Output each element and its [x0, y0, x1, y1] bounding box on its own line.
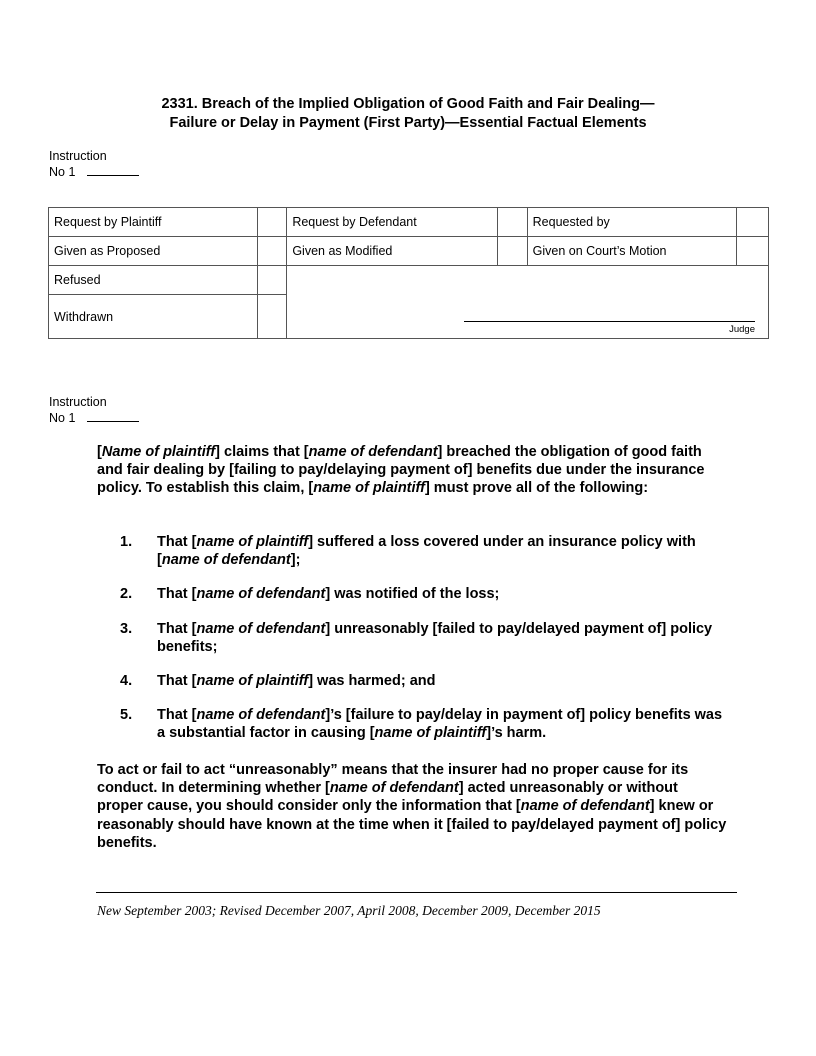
requested-by-checkbox[interactable] [736, 208, 768, 237]
list-item-number: 1. [120, 534, 133, 550]
list-item-text [157, 585, 730, 603]
text-segment: ] suffered a loss covered under an insurance policy with [ [157, 534, 696, 569]
text-segment: ]’s [failure to pay/delay in payment of] policy benefits was a substantial factor in causing [ [157, 707, 723, 742]
text-segment: ]’s harm. [486, 725, 547, 742]
list-item-number: 2. [120, 586, 133, 603]
intro-text-d: ] must prove all of the following: [424, 480, 649, 497]
revision-history: New September 2003; Revised December 2007, April 2008, December 2009, December 2015 [97, 903, 601, 918]
refused-checkbox[interactable] [258, 266, 287, 295]
given-as-modified-checkbox[interactable] [498, 237, 527, 266]
definition-text-b: ] acted unreasonably or without proper cause, you should consider only the information that [ [97, 780, 678, 815]
placeholder-name-of-plaintiff: name of plaintiff [196, 673, 309, 690]
withdrawn-checkbox[interactable] [258, 295, 287, 339]
footer-divider [96, 892, 737, 893]
given-as-proposed-label: Given as Proposed [49, 237, 258, 266]
list-item-number: 4. [120, 673, 133, 690]
placeholder-name-of-defendant: name of defendant [308, 444, 438, 460]
text-segment: That [ [157, 620, 197, 637]
list-item-text [157, 533, 730, 569]
list-item [120, 672, 730, 690]
placeholder-name-of-defendant: name of defendant [196, 620, 326, 637]
list-item-number: 3. [120, 620, 133, 637]
request-by-defendant-label: Request by Defendant [287, 208, 498, 237]
list-item-text [157, 706, 730, 742]
instruction-number-blank-2[interactable] [87, 410, 139, 422]
definition-text-c: ] knew or reasonably should have known at the time when it [failed to pay/delayed payment of] policy benefits. [97, 798, 727, 851]
intro-text-a: [ [97, 444, 102, 460]
given-on-courts-motion-checkbox[interactable] [736, 237, 768, 266]
placeholder-name-of-defendant: name of defendant [161, 552, 291, 569]
given-on-courts-motion-label: Given on Court’s Motion [527, 237, 736, 266]
placeholder-name-of-defendant: name of defendant [196, 586, 326, 603]
request-status-table [48, 207, 769, 339]
request-by-plaintiff-label: Request by Plaintiff [49, 208, 258, 237]
placeholder-name-of-defendant: name of defendant [329, 780, 459, 797]
text-segment: ] was harmed; and [308, 673, 436, 690]
title-line-2: Failure or Delay in Payment (First Party)—Essential Factual Elements [169, 115, 647, 131]
given-as-proposed-checkbox[interactable] [258, 237, 287, 266]
requested-by-label: Requested by [527, 208, 736, 237]
instruction-title [0, 95, 816, 133]
request-by-plaintiff-checkbox[interactable] [258, 208, 287, 237]
instruction-number-blank[interactable] [87, 164, 139, 176]
instruction-number-label: No 1 [49, 165, 76, 179]
intro-paragraph [97, 443, 727, 498]
text-segment: ] was notified of the loss; [325, 586, 500, 603]
placeholder-name-of-defendant: name of defendant [196, 707, 326, 724]
instruction-label: Instruction [49, 149, 107, 163]
instruction-number-label-2: No 1 [49, 411, 76, 425]
intro-text-c: ] breached the obligation of good faith and fair dealing by [failing to pay/delaying payment of] benefits due under the insurance policy. To establish this claim, [ [97, 444, 705, 497]
text-segment: That [ [157, 673, 197, 690]
list-item-text [157, 672, 730, 690]
judge-signature-cell[interactable] [287, 266, 769, 339]
list-item-text [157, 620, 730, 656]
text-segment: That [ [157, 707, 197, 724]
request-by-defendant-checkbox[interactable] [498, 208, 527, 237]
list-item [120, 620, 730, 656]
list-item [120, 585, 730, 603]
intro-text-b: ] claims that [ [215, 444, 309, 460]
placeholder-name-of-plaintiff: name of plaintiff [313, 480, 425, 497]
instruction-number-block-2 [49, 395, 139, 426]
title-line-1: 2331. Breach of the Implied Obligation of Good Faith and Fair Dealing— [161, 96, 655, 112]
list-item [120, 533, 730, 569]
text-segment: ] unreasonably [failed to pay/delayed payment of] policy benefits; [157, 620, 713, 655]
text-segment: That [ [157, 586, 197, 603]
definition-paragraph [97, 761, 727, 852]
definition-text-a: To act or fail to act “unreasonably” means that the insurer had no proper cause for its conduct. In determining whether [ [97, 762, 689, 797]
instruction-number-row-2 [49, 410, 139, 426]
placeholder-name-of-plaintiff: Name of plaintiff [101, 444, 216, 460]
placeholder-name-of-plaintiff: name of plaintiff [196, 534, 309, 550]
withdrawn-label: Withdrawn [49, 295, 258, 339]
list-item-number: 5. [120, 707, 133, 724]
refused-label: Refused [49, 266, 258, 295]
judge-signature-line [464, 321, 755, 322]
text-segment: That [ [157, 534, 197, 550]
instruction-label-2: Instruction [49, 395, 107, 409]
list-item [120, 706, 730, 742]
given-as-modified-label: Given as Modified [287, 237, 498, 266]
text-segment: ]; [290, 552, 301, 569]
placeholder-name-of-plaintiff: name of plaintiff [374, 725, 487, 742]
instruction-number-block [49, 149, 139, 180]
instruction-number-row [49, 164, 139, 180]
judge-label: Judge [729, 324, 755, 335]
placeholder-name-of-defendant: name of defendant [520, 798, 650, 815]
elements-list [120, 533, 730, 759]
